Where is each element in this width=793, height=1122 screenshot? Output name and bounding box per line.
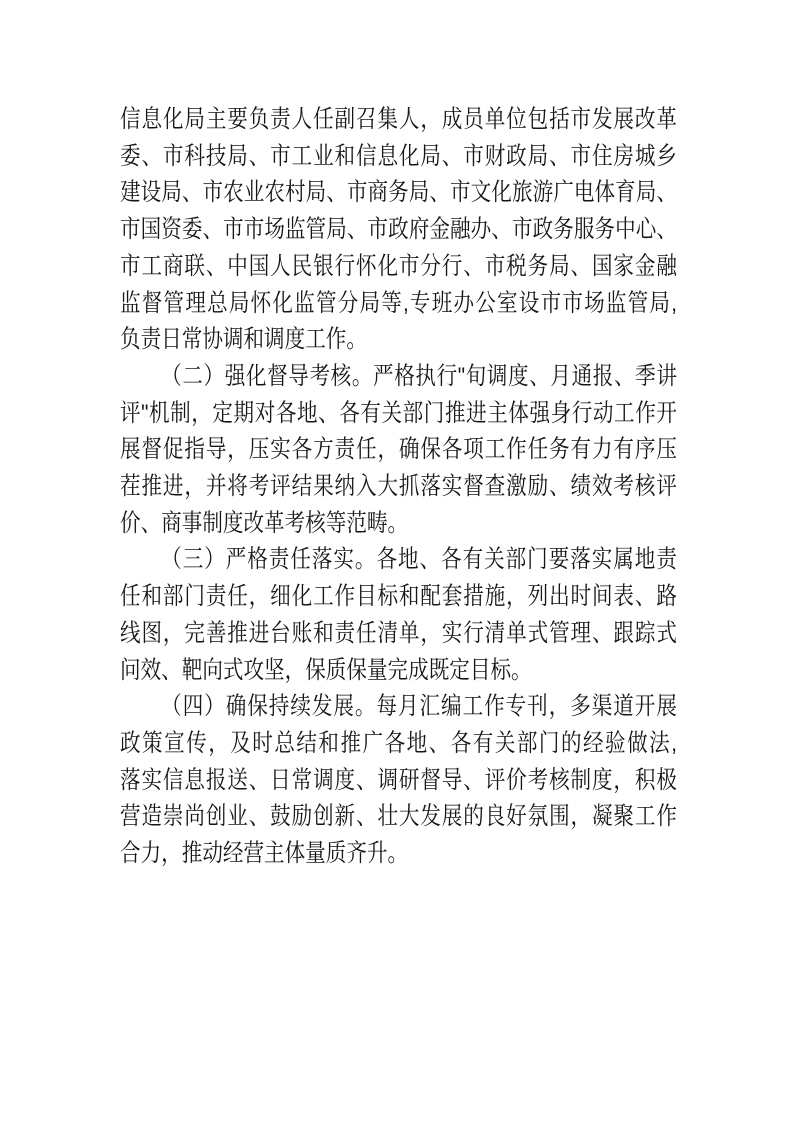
text-line: 评"机制，定期对各地、各有关部门推进主体强身行动工作开 [120, 399, 677, 427]
paragraph-3 [120, 542, 677, 689]
text-line: （四）确保持续发展。每月汇编工作专刊，多渠道开展 [161, 693, 677, 721]
text-line: 合力，推动经营主体量质齐升。 [120, 840, 409, 868]
text-line: 政策宣传，及时总结和推广各地、各有关部门的经验做法, [120, 729, 677, 757]
text-line: 建设局、市农业农村局、市商务局、市文化旅游广电体育局、 [120, 179, 677, 207]
text-line: 市工商联、中国人民银行怀化市分行、市税务局、国家金融 [120, 252, 677, 280]
text-line: 落实信息报送、日常调度、调研督导、评价考核制度，积极 [120, 766, 677, 794]
text-line: （二）强化督导考核。严格执行"旬调度、月通报、季讲 [161, 362, 677, 390]
text-line: 营造崇尚创业、鼓励创新、壮大发展的良好氛围，凝聚工作 [120, 803, 677, 831]
text-line: 信息化局主要负责人任副召集人，成员单位包括市发展改革 [120, 106, 677, 133]
text-line: 展督促指导，压实各方责任，确保各项工作任务有力有序压 [120, 436, 677, 464]
paragraph-2 [120, 359, 677, 543]
text-line: 问效、靶向式攻坚，保质保量完成既定目标。 [120, 656, 532, 684]
text-line: （三）严格责任落实。各地、各有关部门要落实属地责 [161, 546, 677, 574]
text-block [120, 102, 677, 873]
paragraph-1 [120, 102, 677, 359]
text-line: 价、商事制度改革考核等范畴。 [120, 509, 409, 537]
text-line: 委、市科技局、市工业和信息化局、市财政局、市住房城乡 [120, 142, 677, 170]
text-line: 线图，完善推进台账和责任清单，实行清单式管理、跟踪式 [120, 619, 677, 647]
text-line: 市国资委、市市场监管局、市政府金融办、市政务服务中心、 [120, 216, 677, 244]
paragraph-4 [120, 689, 677, 873]
text-line: 茬推进，并将考评结果纳入大抓落实督查激励、绩效考核评 [120, 473, 677, 501]
text-line: 负责日常协调和调度工作。 [120, 326, 367, 354]
text-line: 任和部门责任，细化工作目标和配套措施，列出时间表、路 [120, 583, 677, 611]
text-line: 监督管理总局怀化监管分局等,专班办公室设市市场监管局, [120, 289, 677, 317]
